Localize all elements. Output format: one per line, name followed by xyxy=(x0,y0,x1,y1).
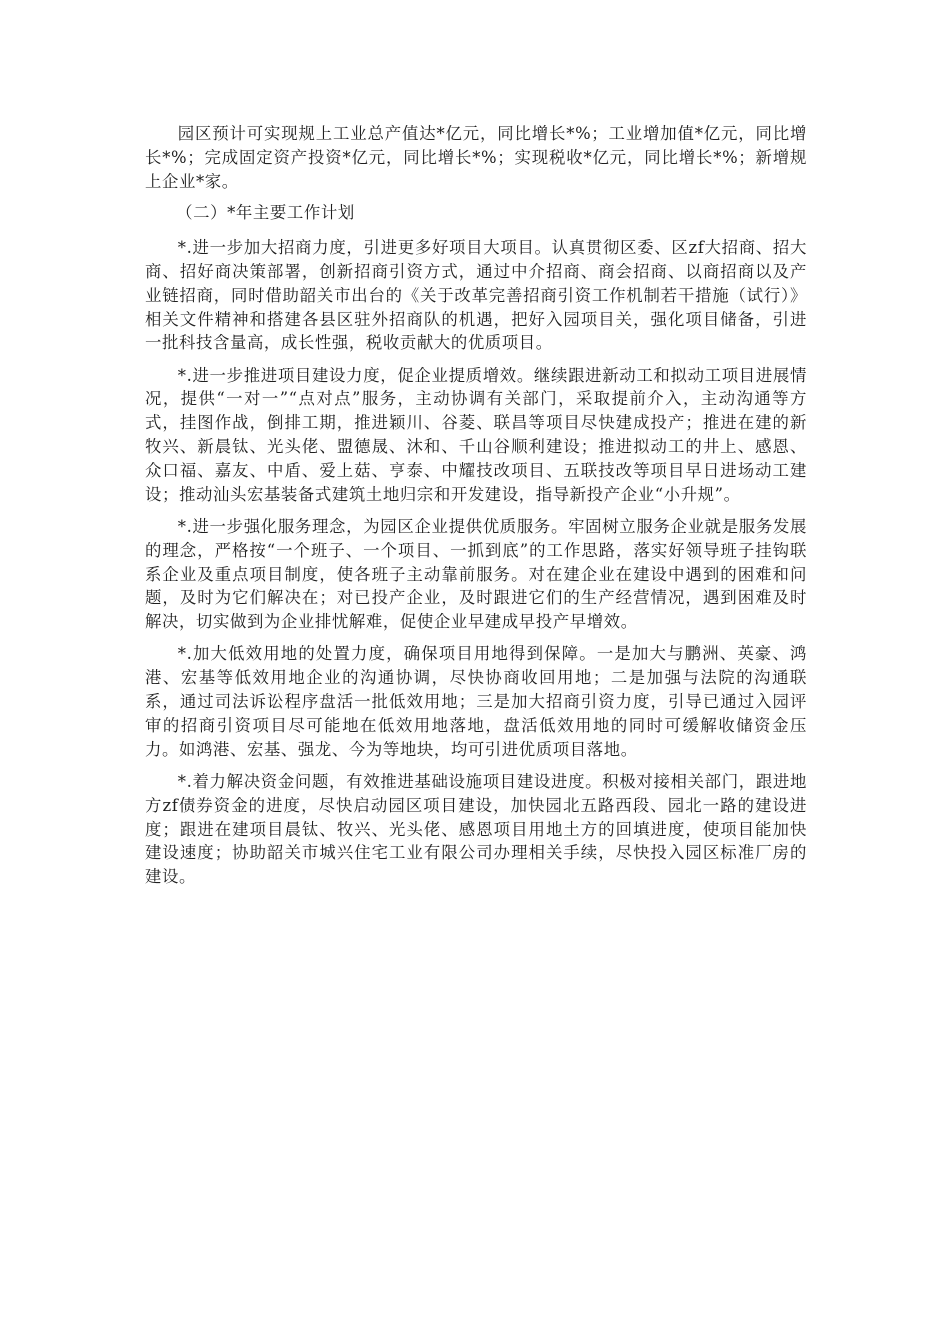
document-body xyxy=(145,122,807,897)
plan-item-investment: *.进一步加大招商力度，引进更多好项目大项目。认真贯彻区委、区zf大招商、招大商、招好商决策部署，创新招商引资方式，通过中介招商、商会招商、以商招商以及产业链招商，同时借助韶关市出台的《关于改革完善招商引资工作机制若干措施（试行）》相关文件精神和搭建各县区驻外招商队的机遇，把好入园项目关，强化项目储备，引进一批科技含量高，成长性强，税收贡献大的优质项目。 xyxy=(145,238,807,353)
plan-item-service: *.进一步强化服务理念，为园区企业提供优质服务。牢固树立服务企业就是服务发展的理念，严格按“一个班子、一个项目、一抓到底”的工作思路，落实好领导班子挂钩联系企业及重点项目制度，使各班子主动靠前服务。对在建企业在建设中遇到的困难和问题，及时为它们解决在；对已投产企业，及时跟进它们的生产经营情况，遇到困难及时解决，切实做到为企业排忧解难，促使企业早建成早投产早增效。 xyxy=(145,516,807,632)
section-heading: （二）*年主要工作计划 xyxy=(176,203,355,223)
plan-item-land: *.加大低效用地的处置力度，确保项目用地得到保障。一是加大与鹏洲、英豪、鸿港、宏基等低效用地企业的沟通协调，尽快协商收回用地；二是加强与法院的沟通联系，通过司法诉讼程序盘活一批低效用地；三是加大招商引资力度，引导已通过入园评审的招商引资项目尽可能地在低效用地落地，盘活低效用地的同时可缓解收储资金压力。如鸿港、宏基、强龙、今为等地块，均可引进优质项目落地。 xyxy=(145,644,807,759)
plan-item-funding: *.着力解决资金问题，有效推进基础设施项目建设进度。积极对接相关部门，跟进地方zf债券资金的进度，尽快启动园区项目建设，加快园北五路西段、园北一路的建设进度；跟进在建项目晨钛、牧兴、光头佬、感恩项目用地土方的回填进度，使项目能加快建设速度；协助韶关市城兴住宅工业有限公司办理相关手续，尽快投入园区标准厂房的建设。 xyxy=(145,771,807,887)
plan-item-construction: *.进一步推进项目建设力度，促企业提质增效。继续跟进新动工和拟动工项目进展情况，提供“一对一”“点对点”服务，主动协调有关部门，采取提前介入，主动沟通等方式，挂图作战，倒排工期，推进颖川、谷菱、联昌等项目尽快建成投产；推进在建的新牧兴、新晨钛、光头佬、盟德晟、沐和、千山谷顺利建设；推进拟动工的井上、感恩、众口福、嘉友、中盾、爱上菇、亨泰、中耀技改项目、五联技改等项目早日进场动工建设；推动汕头宏基装备式建筑土地归宗和开发建设，指导新投产企业“小升规”。 xyxy=(145,365,807,504)
summary-paragraph: 园区预计可实现规上工业总产值达*亿元，同比增长*%；工业增加值*亿元，同比增长*%；完成固定资产投资*亿元，同比增长*%；实现税收*亿元，同比增长*%；新增规上企业*家。 xyxy=(145,124,807,191)
